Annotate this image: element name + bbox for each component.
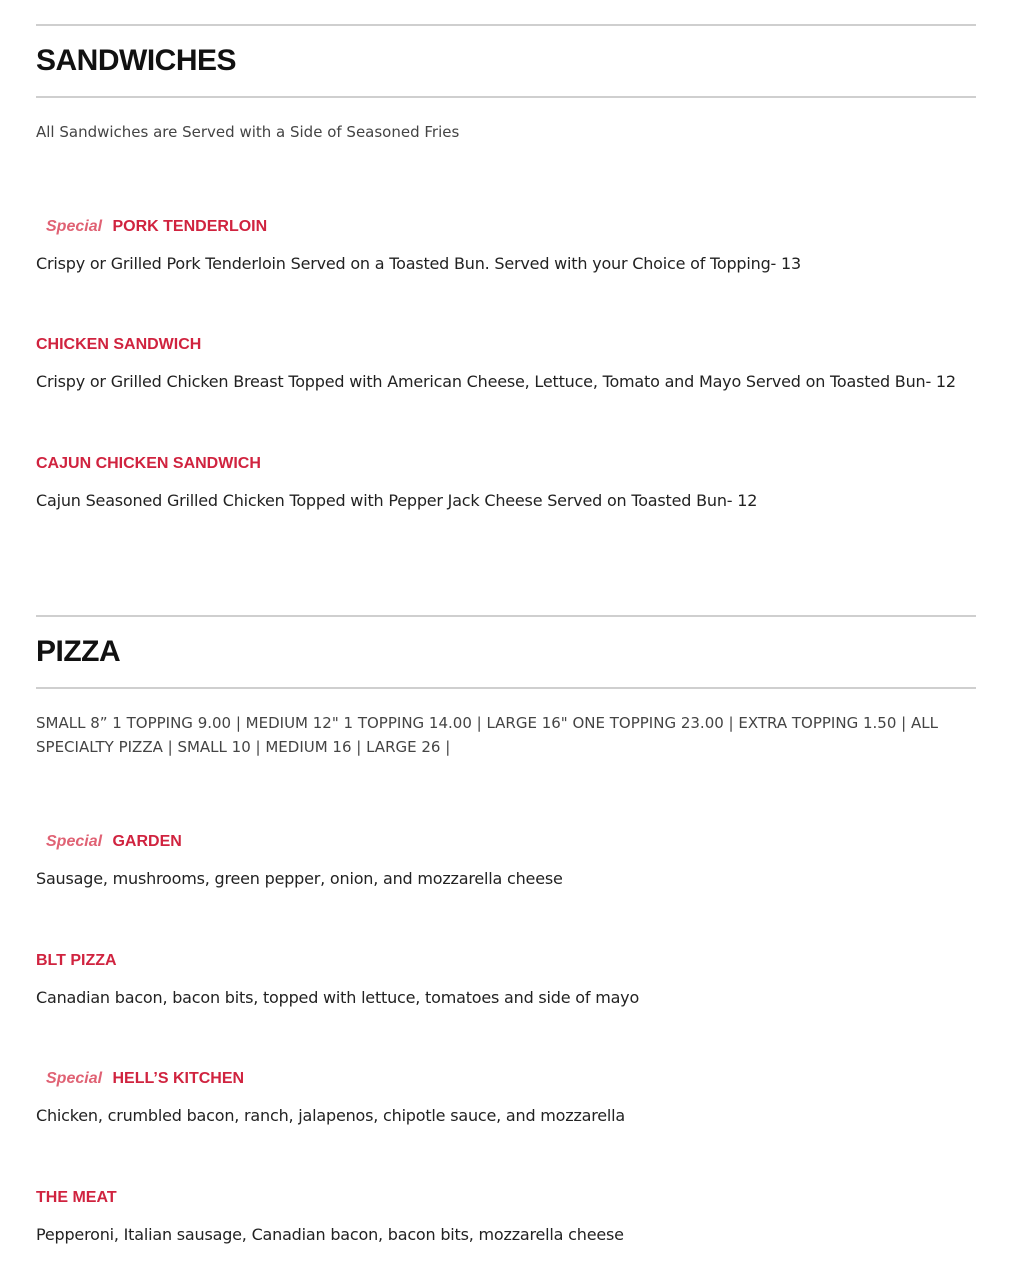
item-name: THE MEAT: [36, 1189, 117, 1206]
item-description: Crispy or Grilled Chicken Breast Topped with American Cheese, Lettuce, Tomato and Mayo Served on Toasted Bun- 12: [36, 372, 956, 391]
menu-item-the-meat: [36, 1186, 981, 1246]
menu-item-blt-pizza: [36, 949, 981, 1009]
item-header: [36, 215, 981, 239]
section-sandwiches: [36, 24, 976, 144]
item-header: [36, 1186, 981, 1210]
menu-item-garden: [36, 830, 981, 890]
item-name: CAJUN CHICKEN SANDWICH: [36, 455, 261, 472]
special-tag: Special: [46, 833, 103, 850]
menu-item-cajun-chicken-sandwich: [36, 452, 981, 512]
section-note: SMALL 8” 1 TOPPING 9.00 | MEDIUM 12" 1 TOPPING 14.00 | LARGE 16" ONE TOPPING 23.00 | EXTRA TOPPING 1.50 | ALL SPECIALTY PIZZA | SMALL 10 | MEDIUM 16 | LARGE 26 |: [36, 714, 938, 756]
special-tag: Special: [46, 218, 103, 235]
item-description: Pepperoni, Italian sausage, Canadian bacon, bacon bits, mozzarella cheese: [36, 1225, 624, 1244]
item-name: CHICKEN SANDWICH: [36, 336, 202, 353]
item-description: Cajun Seasoned Grilled Chicken Topped with Pepper Jack Cheese Served on Toasted Bun- 12: [36, 491, 758, 510]
menu-item-chicken-sandwich: [36, 333, 981, 393]
item-header: [36, 1067, 981, 1091]
section-pizza: [36, 615, 976, 759]
menu-item-pork-tenderloin: [36, 215, 981, 275]
special-tag: Special: [46, 1070, 103, 1087]
item-name: PORK TENDERLOIN: [112, 218, 268, 235]
item-header: [36, 452, 981, 476]
item-description: Crispy or Grilled Pork Tenderloin Served on a Toasted Bun. Served with your Choice of Topping- 13: [36, 254, 801, 273]
section-note: All Sandwiches are Served with a Side of Seasoned Fries: [36, 123, 460, 141]
section-title: SANDWICHES: [36, 44, 237, 77]
item-header: [36, 949, 981, 973]
item-name: GARDEN: [112, 833, 182, 850]
item-header: [36, 830, 981, 854]
item-name: HELL’S KITCHEN: [112, 1070, 245, 1087]
item-description: Chicken, crumbled bacon, ranch, jalapenos, chipotle sauce, and mozzarella: [36, 1106, 626, 1125]
item-description: Canadian bacon, bacon bits, topped with lettuce, tomatoes and side of mayo: [36, 988, 640, 1007]
section-title: PIZZA: [36, 635, 121, 668]
menu-item-hells-kitchen: [36, 1067, 981, 1127]
section-divider-bottom: [36, 96, 976, 98]
item-name: BLT PIZZA: [36, 952, 117, 969]
item-description: Sausage, mushrooms, green pepper, onion, and mozzarella cheese: [36, 869, 563, 888]
section-divider-bottom: [36, 687, 976, 689]
item-header: [36, 333, 981, 357]
